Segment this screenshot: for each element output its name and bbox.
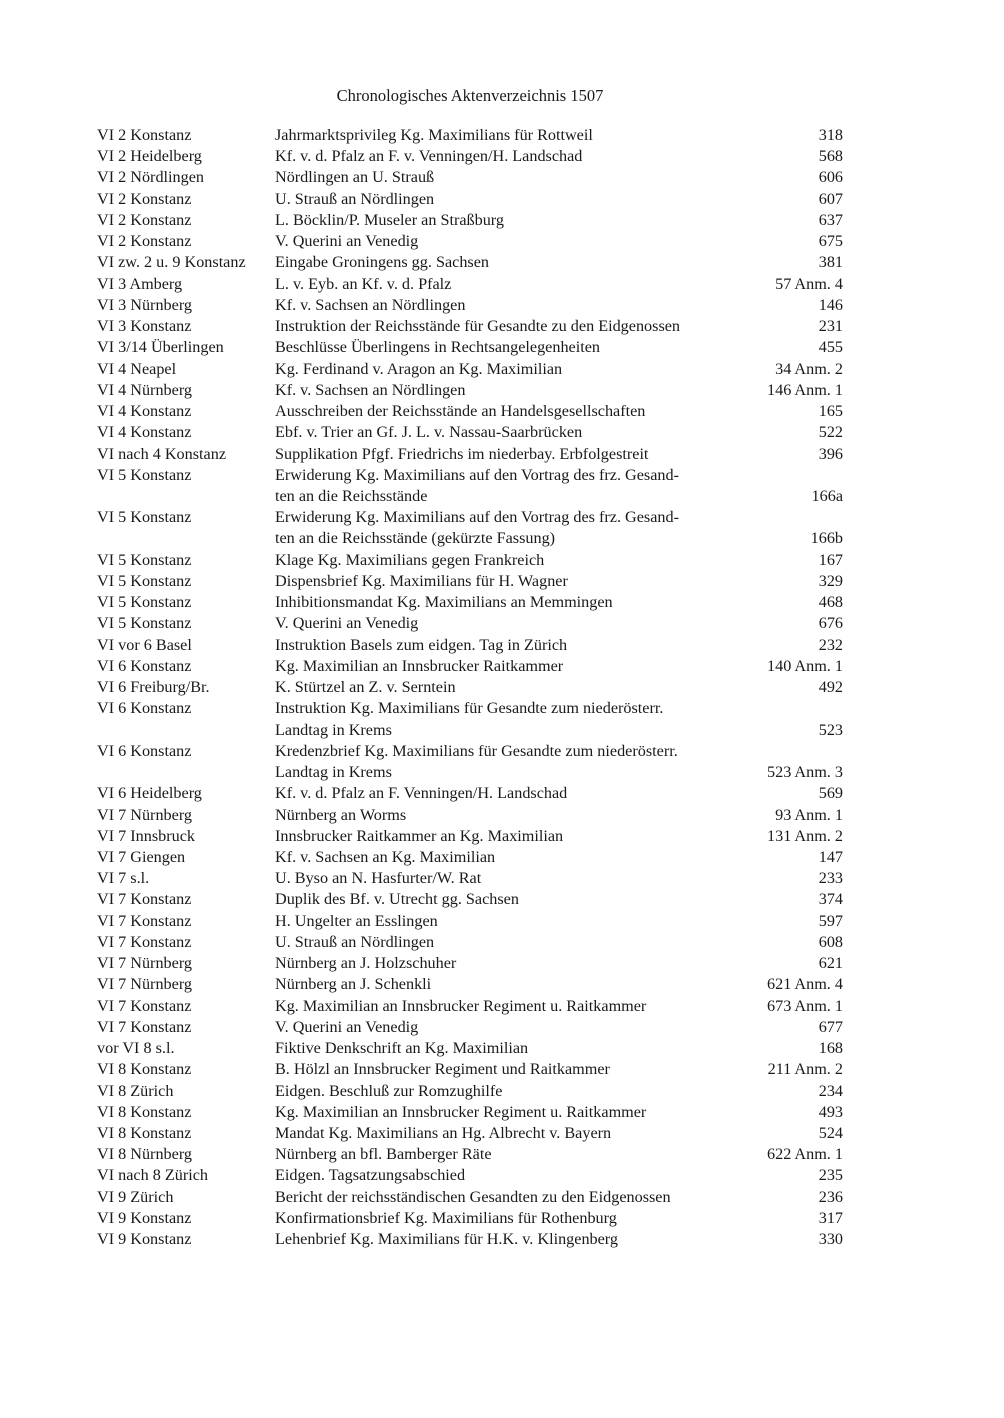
entry-description [275,444,725,465]
entry-description [275,189,725,210]
entry-date-place: VI 9 Konstanz [97,1230,192,1249]
entry-reference-number: 233 [818,869,843,888]
list-item [97,1208,843,1229]
entry-date-place: VI 5 Konstanz [97,550,192,569]
entry-reference-number: 468 [818,593,843,612]
description-line: L. Böcklin/P. Museler an Straßburg [275,210,505,229]
list-item [97,741,843,783]
entry-date-place: VI 8 Konstanz [97,1102,192,1121]
description-line: Bericht der reichsständischen Gesandten zu den Eidgenossen [275,1187,671,1206]
list-item [97,146,843,167]
entry-description [275,613,725,634]
entry-reference-number: 675 [818,232,843,251]
list-item [97,316,843,337]
description-line: Nürnberg an bfl. Bamberger Räte [275,1145,492,1164]
entry-reference-number: 381 [818,253,843,272]
list-item [97,274,843,295]
description-line: Eidgen. Beschluß zur Romzughilfe [275,1081,503,1100]
entry-date-place: VI 6 Konstanz [97,656,192,675]
list-item [97,401,843,422]
entry-description [275,635,725,656]
entry-reference-number: 146 [818,295,843,314]
list-item [97,1081,843,1102]
list-item [97,613,843,634]
list-item [97,953,843,974]
entry-date-place: VI 2 Konstanz [97,126,192,144]
entry-reference-number: 330 [818,1230,843,1249]
entry-date-place: VI 7 Nürnberg [97,954,193,973]
list-item [97,996,843,1017]
list-item [97,422,843,443]
entry-description [275,359,725,380]
description-line: Landtag in Krems [275,763,392,782]
entry-description [275,337,725,358]
entry-date-place: VI 2 Heidelberg [97,147,202,166]
list-item [97,805,843,826]
entry-description [275,783,725,804]
description-line: U. Strauß an Nördlingen [275,189,435,208]
description-line: Nürnberg an J. Schenkli [275,975,432,994]
entry-reference-number: 606 [818,168,843,187]
entry-description [275,698,725,740]
description-line: Innsbrucker Raitkammer an Kg. Maximilian [275,826,564,845]
entry-description [275,571,725,592]
entry-date-place: VI 3 Nürnberg [97,295,193,314]
description-line: Kf. v. Sachsen an Nördlingen [275,380,466,399]
entry-reference-number: 396 [818,444,843,463]
entry-date-place: VI 7 Konstanz [97,996,192,1015]
entry-reference-number: 569 [818,784,843,803]
list-item [97,783,843,804]
list-item [97,889,843,910]
entry-description [275,1038,725,1059]
entry-description [275,656,725,677]
entry-date-place: VI 7 Innsbruck [97,826,196,845]
list-item [97,932,843,953]
entry-reference-number: 236 [818,1187,843,1206]
entry-description [275,932,725,953]
list-item [97,1123,843,1144]
entry-description [275,465,725,507]
entry-reference-number: 621 Anm. 4 [767,975,843,994]
entry-description [275,231,725,252]
entry-description [275,996,725,1017]
entry-description [275,974,725,995]
description-line: V. Querini an Venedig [275,232,419,251]
entry-date-place: VI nach 8 Zürich [97,1166,209,1185]
entry-description [275,826,725,847]
description-line: V. Querini an Venedig [275,614,419,633]
entry-description [275,805,725,826]
entry-list [97,125,843,1250]
description-line: Kredenzbrief Kg. Maximilians für Gesandte zum niederösterr. [275,741,678,760]
entry-description [275,252,725,273]
entry-description [275,1102,725,1123]
entry-date-place: VI 9 Zürich [97,1187,174,1206]
entry-date-place: VI vor 6 Basel [97,635,192,654]
entry-reference-number: 234 [818,1081,843,1100]
list-item [97,826,843,847]
list-item [97,677,843,698]
list-item [97,465,843,507]
description-line: Eingabe Groningens gg. Sachsen [275,253,489,272]
entry-description [275,677,725,698]
description-line: Beschlüsse Überlingens in Rechtsangelegenheiten [275,338,601,357]
entry-description [275,953,725,974]
description-line: Kg. Maximilian an Innsbrucker Raitkammer [275,656,564,675]
list-item [97,1102,843,1123]
entry-reference-number: 568 [818,147,843,166]
entry-description [275,146,725,167]
description-line: U. Strauß an Nördlingen [275,932,435,951]
entry-date-place: vor VI 8 s.l. [97,1039,175,1058]
entry-description [275,847,725,868]
list-item [97,507,843,549]
entry-description [275,1165,725,1186]
entry-date-place: VI 4 Neapel [97,359,177,378]
description-line: Jahrmarktsprivileg Kg. Maximilians für Rottweil [275,126,593,144]
entry-date-place: VI 6 Heidelberg [97,784,202,803]
description-line: Konfirmationsbrief Kg. Maximilians für Rothenburg [275,1208,617,1227]
entry-description [275,911,725,932]
list-item [97,1144,843,1165]
entry-reference-number: 166a [811,486,843,505]
entry-reference-number: 232 [818,635,843,654]
description-line: Eidgen. Tagsatzungsabschied [275,1166,466,1185]
entry-reference-number: 231 [818,317,843,336]
entry-description [275,1017,725,1038]
entry-date-place: VI 8 Konstanz [97,1124,192,1143]
entry-reference-number: 522 [818,423,843,442]
description-line: U. Byso an N. Hasfurter/W. Rat [275,869,482,888]
entry-reference-number: 317 [818,1208,843,1227]
entry-date-place: VI 2 Konstanz [97,189,192,208]
list-item [97,911,843,932]
entry-date-place: VI 7 Konstanz [97,932,192,951]
entry-reference-number: 166b [810,529,843,548]
entry-date-place: VI 7 Nürnberg [97,805,193,824]
entry-date-place: VI 7 Konstanz [97,911,192,930]
description-line: ten an die Reichsstände [275,486,428,505]
list-item [97,1017,843,1038]
entry-description [275,125,725,146]
entry-description [275,274,725,295]
entry-date-place: VI 5 Konstanz [97,614,192,633]
list-item [97,210,843,231]
entry-reference-number: 622 Anm. 1 [767,1145,843,1164]
entry-date-place: VI 7 Konstanz [97,1017,192,1036]
entry-reference-number: 673 Anm. 1 [767,996,843,1015]
description-line: Dispensbrief Kg. Maximilians für H. Wagner [275,571,568,590]
entry-description [275,210,725,231]
description-line: Klage Kg. Maximilians gegen Frankreich [275,550,545,569]
entry-reference-number: 329 [818,571,843,590]
description-line: H. Ungelter an Esslingen [275,911,438,930]
list-item [97,1038,843,1059]
entry-description [275,1144,725,1165]
description-line: Instruktion Basels zum eidgen. Tag in Zürich [275,635,568,654]
entry-reference-number: 608 [818,932,843,951]
entry-reference-number: 374 [818,890,843,909]
entry-reference-number: 492 [818,678,843,697]
entry-date-place: VI 6 Konstanz [97,699,192,718]
entry-description [275,889,725,910]
entry-reference-number: 168 [818,1039,843,1058]
description-line: Erwiderung Kg. Maximilians auf den Vortrag des frz. Gesand- [275,465,679,484]
entry-date-place: VI 7 Nürnberg [97,975,193,994]
entry-description [275,1059,725,1080]
description-line: Instruktion der Reichsstände für Gesandte zu den Eidgenossen [275,317,681,336]
entry-date-place: VI 7 s.l. [97,869,150,888]
entry-date-place: VI 4 Konstanz [97,423,192,442]
entry-description [275,295,725,316]
entry-description [275,167,725,188]
entry-reference-number: 211 Anm. 2 [767,1060,843,1079]
list-item [97,380,843,401]
entry-date-place: VI 4 Konstanz [97,402,192,421]
description-line: Kf. v. Sachsen an Nördlingen [275,295,466,314]
entry-description [275,1208,725,1229]
list-item [97,656,843,677]
entry-date-place: VI nach 4 Konstanz [97,444,227,463]
list-item [97,635,843,656]
list-item [97,592,843,613]
description-line: L. v. Eyb. an Kf. v. d. Pfalz [275,274,452,293]
entry-reference-number: 677 [818,1017,843,1036]
list-item [97,868,843,889]
entry-date-place: VI zw. 2 u. 9 Konstanz [97,253,246,272]
entry-date-place: VI 2 Konstanz [97,210,192,229]
entry-description [275,1187,725,1208]
entry-date-place: VI 5 Konstanz [97,571,192,590]
entry-reference-number: 523 [818,720,843,739]
entry-date-place: VI 4 Nürnberg [97,380,193,399]
entry-reference-number: 607 [818,189,843,208]
list-item [97,550,843,571]
description-line: V. Querini an Venedig [275,1017,419,1036]
entry-description [275,1081,725,1102]
entry-date-place: VI 5 Konstanz [97,593,192,612]
entry-reference-number: 621 [818,954,843,973]
entry-reference-number: 140 Anm. 1 [767,656,843,675]
entry-description [275,380,725,401]
description-line: Mandat Kg. Maximilians an Hg. Albrecht v. Bayern [275,1124,612,1143]
entry-date-place: VI 7 Konstanz [97,890,192,909]
description-line: Kf. v. Sachsen an Kg. Maximilian [275,847,496,866]
description-line: Nördlingen an U. Strauß [275,168,435,187]
list-item [97,571,843,592]
description-line: B. Hölzl an Innsbrucker Regiment und Raitkammer [275,1060,610,1079]
entry-reference-number: 147 [818,847,843,866]
description-line: Supplikation Pfgf. Friedrichs im niederbay. Erbfolgestreit [275,444,649,463]
description-line: Kg. Maximilian an Innsbrucker Regiment u. Raitkammer [275,996,647,1015]
entry-reference-number: 493 [818,1102,843,1121]
entry-reference-number: 318 [818,126,843,144]
list-item [97,698,843,740]
entry-reference-number: 676 [818,614,843,633]
description-line: Kg. Ferdinand v. Aragon an Kg. Maximilian [275,359,563,378]
entry-reference-number: 146 Anm. 1 [767,380,843,399]
description-line: Inhibitionsmandat Kg. Maximilians an Memmingen [275,593,613,612]
entry-reference-number: 235 [818,1166,843,1185]
entry-reference-number: 167 [818,550,843,569]
entry-date-place: VI 7 Giengen [97,847,186,866]
description-line: Landtag in Krems [275,720,392,739]
description-line: Kf. v. d. Pfalz an F. v. Venningen/H. Landschad [275,147,583,166]
description-line: ten an die Reichsstände (gekürzte Fassung) [275,529,556,548]
entry-date-place: VI 5 Konstanz [97,465,192,484]
list-item [97,359,843,380]
entry-reference-number: 637 [818,210,843,229]
entry-date-place: VI 3 Amberg [97,274,183,293]
entry-reference-number: 523 Anm. 3 [767,763,843,782]
description-line: K. Stürtzel an Z. v. Serntein [275,678,456,697]
entry-description [275,592,725,613]
entry-date-place: VI 6 Konstanz [97,741,192,760]
list-item [97,125,843,146]
description-line: Instruktion Kg. Maximilians für Gesandte zum niederösterr. [275,699,664,718]
list-item [97,1059,843,1080]
entry-description [275,316,725,337]
entry-description [275,401,725,422]
entry-reference-number: 165 [818,402,843,421]
entry-reference-number: 34 Anm. 2 [775,359,843,378]
description-line: Erwiderung Kg. Maximilians auf den Vortrag des frz. Gesand- [275,508,679,527]
description-line: Duplik des Bf. v. Utrecht gg. Sachsen [275,890,519,909]
list-item [97,189,843,210]
list-item [97,295,843,316]
description-line: Lehenbrief Kg. Maximilians für H.K. v. Klingenberg [275,1230,619,1249]
list-item [97,167,843,188]
entry-description [275,507,725,549]
description-line: Kg. Maximilian an Innsbrucker Regiment u. Raitkammer [275,1102,647,1121]
entry-date-place: VI 3 Konstanz [97,317,192,336]
description-line: Fiktive Denkschrift an Kg. Maximilian [275,1039,529,1058]
entry-reference-number: 455 [818,338,843,357]
entry-date-place: VI 5 Konstanz [97,508,192,527]
entry-date-place: VI 9 Konstanz [97,1208,192,1227]
entry-description [275,1229,725,1250]
description-line: Kf. v. d. Pfalz an F. Venningen/H. Landschad [275,784,568,803]
entry-date-place: VI 2 Konstanz [97,232,192,251]
entry-date-place: VI 8 Zürich [97,1081,174,1100]
entry-date-place: VI 3/14 Überlingen [97,338,224,357]
list-item [97,337,843,358]
description-line: Nürnberg an Worms [275,805,407,824]
entry-reference-number: 597 [818,911,843,930]
entry-reference-number: 524 [818,1124,843,1143]
entry-date-place: VI 8 Konstanz [97,1060,192,1079]
list-item [97,847,843,868]
list-item [97,974,843,995]
entry-date-place: VI 8 Nürnberg [97,1145,193,1164]
running-header: Chronologisches Aktenverzeichnis 1507 [336,86,604,105]
list-item [97,231,843,252]
entry-description [275,422,725,443]
entry-description [275,868,725,889]
description-line: Ebf. v. Trier an Gf. J. L. v. Nassau-Saarbrücken [275,423,583,442]
entry-description [275,550,725,571]
list-item [97,1229,843,1250]
list-item [97,444,843,465]
entry-reference-number: 93 Anm. 1 [775,805,843,824]
list-item [97,1165,843,1186]
description-line: Ausschreiben der Reichsstände an Handelsgesellschaften [275,402,646,421]
list-item [97,252,843,273]
entry-reference-number: 57 Anm. 4 [775,274,843,293]
entry-date-place: VI 2 Nördlingen [97,168,204,187]
entry-description [275,1123,725,1144]
entry-reference-number: 131 Anm. 2 [767,826,843,845]
list-item [97,1187,843,1208]
description-line: Nürnberg an J. Holzschuher [275,954,457,973]
entry-date-place: VI 6 Freiburg/Br. [97,678,210,697]
entry-description [275,741,725,783]
